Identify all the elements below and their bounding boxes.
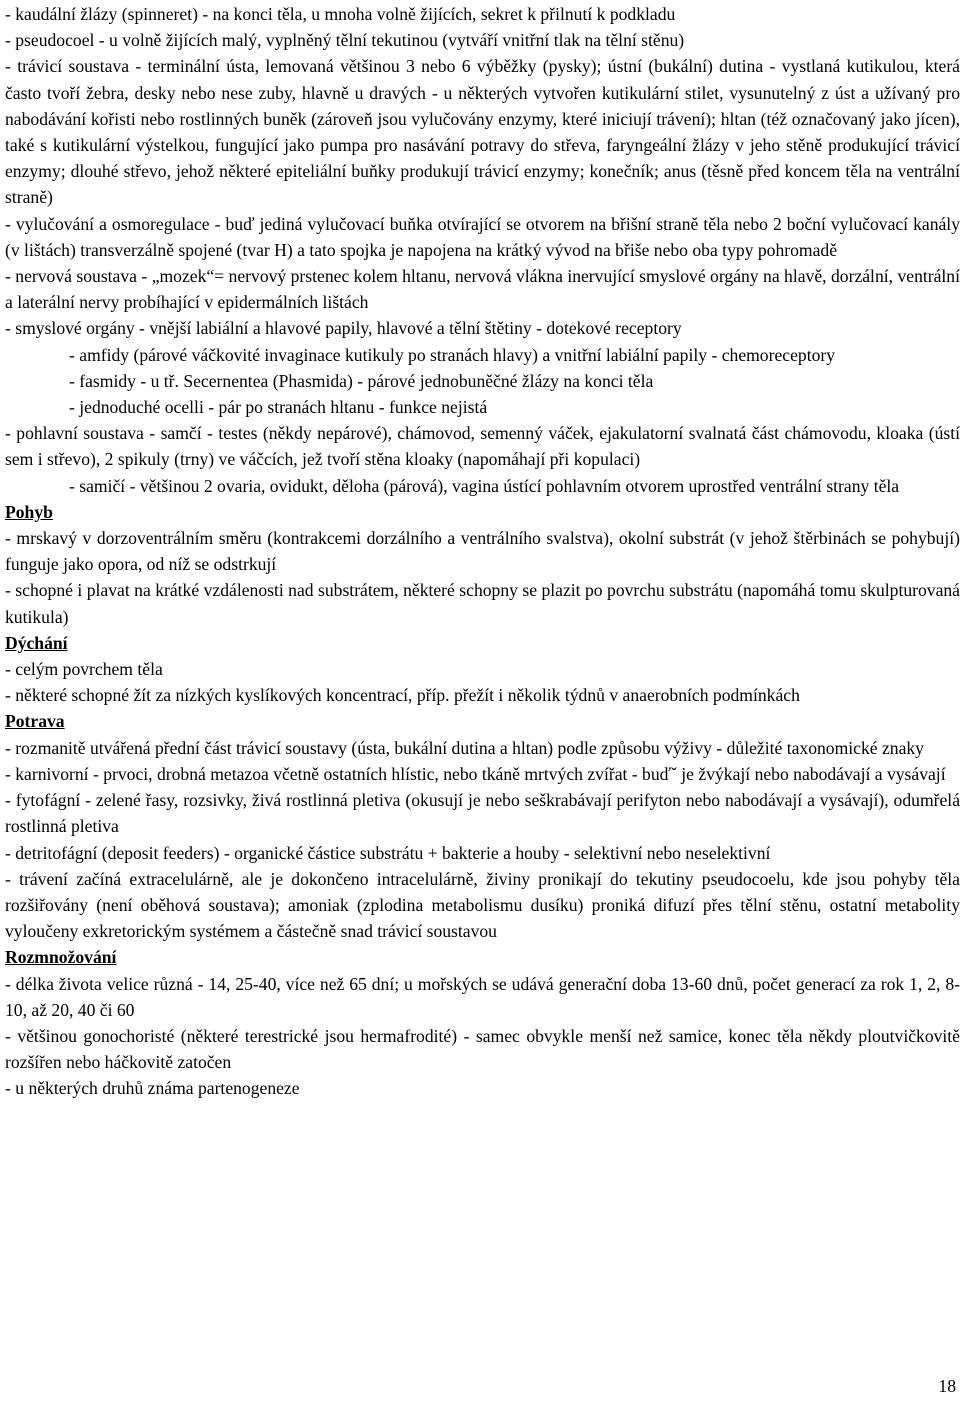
section-heading-dychani: Dýchání <box>5 632 68 653</box>
section-heading-pohyb: Pohyb <box>5 501 53 522</box>
paragraph-amphids: - amfidy (párové váčkovité invaginace kutikuly po stranách hlavy) a vnitřní labiální papily - chemoreceptory <box>69 344 836 365</box>
section-heading-potrava: Potrava <box>5 711 65 732</box>
paragraph-caudal-glands: - kaudální žlázy (spinneret) - na konci těla, u mnoha volně žijících, sekret k přilnutí k podkladu <box>5 4 676 24</box>
paragraph-phasmids: - fasmidy - u tř. Secernentea (Phasmida) - párové jednobuněčné žlázy na konci těla <box>69 370 654 391</box>
paragraph-excretion: - vylučování a osmoregulace - buď jediná vylučovací buňka otvírající se otvorem na břišní straně těla nebo 2 boční vylučovací kanály (v lištách) transverzálně spojené (tvar H) a tato spojka je napojena na krátký vývod na břiše nebo oba typy pohromadě <box>5 213 960 260</box>
paragraph-rozmnozovani-3: - u některých druhů známa partenogeneze <box>5 1078 300 1099</box>
page-number: 18 <box>938 1376 956 1396</box>
paragraph-pohyb-1: - mrskavý v dorzoventrálním směru (kontrakcemi dorzálního a ventrálního svalstva), okolní substrát (v jehož štěrbinách se pohybují) funguje jako opora, od níž se odstrkují <box>5 528 960 575</box>
paragraph-rozmnozovani-2: - většinou gonochoristé (některé terestrické jsou hermafrodité) - samec obvykle menší než samice, konec těla někdy ploutvičkovitě rozšířen nebo háčkovitě zatočen <box>5 1025 960 1073</box>
paragraph-male-reproductive: - pohlavní soustava - samčí - testes (někdy nepárové), chámovod, semenný váček, ejakulatorní svalnatá část chámovodu, kloaka (ústí sem i střevo), 2 spikuly (trny) ve váčcích, jež tvoří stěna kloaky (napomáhají při kopulaci) <box>5 423 960 470</box>
paragraph-pseudocoel: - pseudocoel - u volně žijících malý, vyplněný tělní tekutinou (vytváří vnitřní tlak na tělní stěnu) <box>5 30 685 51</box>
paragraph-pohyb-2: - schopné i plavat na krátké vzdálenosti nad substrátem, některé schopny se plazit po povrchu substrátu (napomáhá tomu skulpturovaná kutikula) <box>5 580 960 627</box>
paragraph-ocelli: - jednoduché ocelli - pár po stranách hltanu - funkce nejistá <box>69 397 488 418</box>
paragraph-potrava-1: - rozmanitě utvářená přední část trávicí soustavy (ústa, bukální dutina a hltan) podle způsobu výživy - důležité taxonomické znaky <box>5 737 924 758</box>
paragraph-dychani-1: - celým povrchem těla <box>5 659 163 680</box>
paragraph-potrava-5: - trávení začíná extracelulárně, ale je dokončeno intracelulárně, živiny pronikají do tekutiny pseudocoelu, kde jsou pohyby těla rozšiřovány (není oběhová soustava); amoniak (zplodina metabolismu dusíku) proniká difuzí přes tělní stěnu, ostatní metabolity vyloučeny exkretorickým systémem a částečně snad trávicí soustavou <box>5 868 960 942</box>
paragraph-potrava-4: - detritofágní (deposit feeders) - organické částice substrátu + bakterie a houby - selektivní nebo neselektivní <box>5 842 771 863</box>
paragraph-potrava-3: - fytofágní - zelené řasy, rozsivky, živá rostlinná pletiva (okusují je nebo seškrabávají perifyton nebo nabodávají a vysávají), odumřelá rostlinná pletiva <box>5 790 960 837</box>
paragraph-female-reproductive: - samičí - většinou 2 ovaria, ovidukt, děloha (párová), vagina ústící pohlavním otvorem uprostřed ventrální strany těla <box>69 475 900 496</box>
paragraph-rozmnozovani-1: - délka života velice různá - 14, 25-40, více než 65 dní; u mořských se udává generační doba 13-60 dnů, počet generací za rok 1, 2, 8-10, až 20, 40 či 60 <box>5 973 960 1020</box>
section-heading-rozmnozovani: Rozmnožování <box>5 947 117 968</box>
paragraph-digestive-system: - trávicí soustava - terminální ústa, lemovaná většinou 3 nebo 6 výběžky (pysky); ústní (bukální) dutina - vystlaná kutikulou, která často tvoří žebra, desky nebo nese zuby, hlavně u dravých - u některých vytvořen kutikulární stilet, vysunutelný z úst a užívaný pro nabodávání kořisti nebo rostlinných buněk (zároveň jsou vylučovány enzymy, které iniciují trávení); hltan (též označovaný jako jícen), také s kutikulární výstelkou, fungující jako pumpa pro nasávání potravy do střeva, faryngeální žlázy v jeho stěně produkující trávicí enzymy; dlouhé střevo, jehož některé epiteliální buňky produkují trávicí enzymy; konečník; anus (těsně před koncem těla na ventrální straně) <box>5 56 960 208</box>
paragraph-nervous-system: - nervová soustava - „mozek“= nervový prstenec kolem hltanu, nervová vlákna inervující smyslové orgány na hlavě, dorzální, ventrální a laterální nervy probíhající v epidermálních lištách <box>5 266 960 313</box>
paragraph-dychani-2: - některé schopné žít za nízkých kyslíkových koncentrací, příp. přežít i několik týdnů v anaerobních podmínkách <box>5 685 800 706</box>
document-body <box>5 1 960 1102</box>
paragraph-sense-organs: - smyslové orgány - vnější labiální a hlavové papily, hlavové a tělní štětiny - dotekové receptory <box>5 318 682 339</box>
paragraph-potrava-2: - karnivorní - prvoci, drobná metazoa včetně ostatních hlístic, nebo tkáně mrtvých zvířat - buďˇ je žvýkají nebo nabodávají a vysávají <box>5 763 946 784</box>
